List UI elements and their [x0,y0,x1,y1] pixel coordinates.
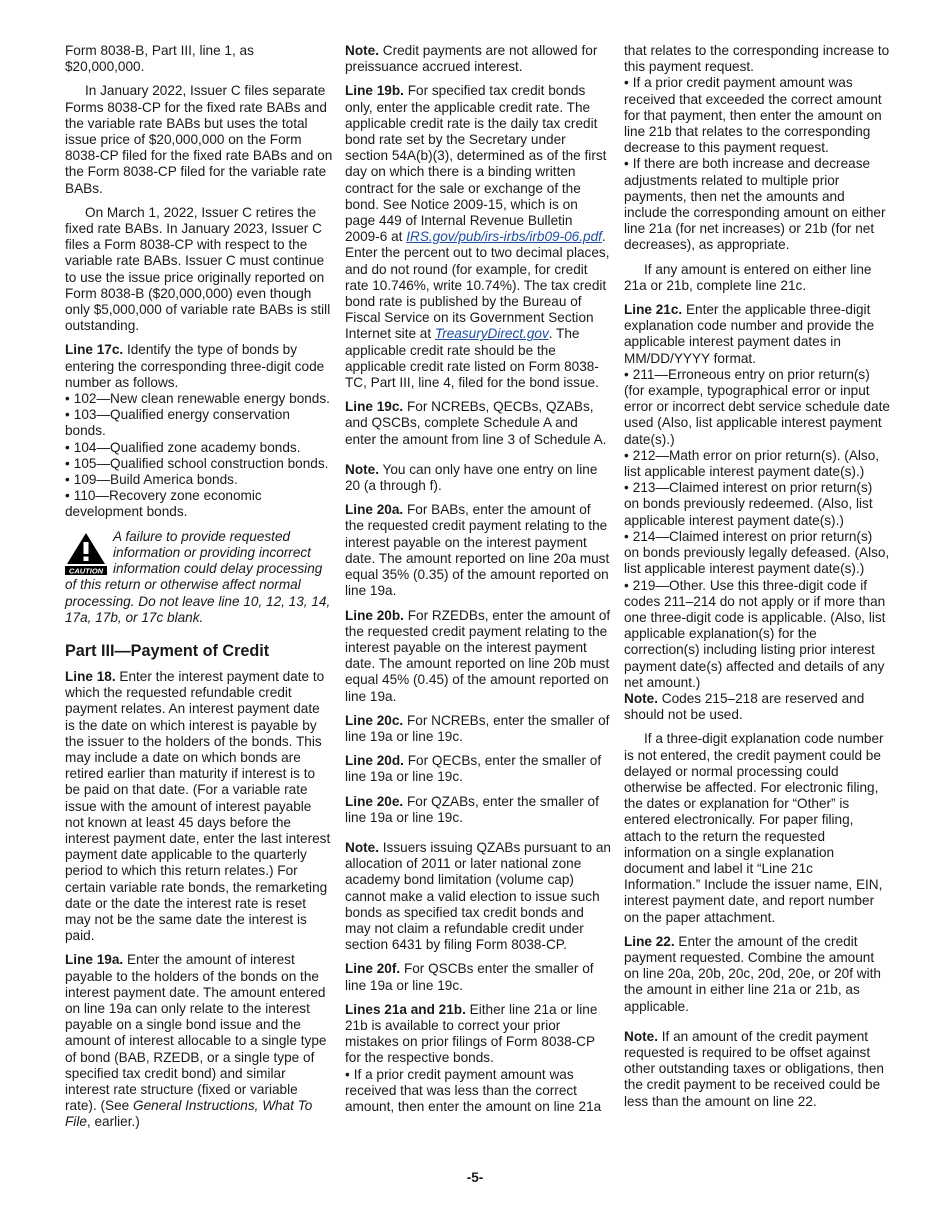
line-17c-heading: Line 17c. [65,342,124,358]
line-19b-heading: Line 19b. [345,83,404,99]
note-text: You can only have one entry on line 20 (a through f). [345,461,598,494]
note-preissuance [345,43,611,75]
paragraph-complete-21c: If any amount is entered on either line 21a or 21b, complete line 21c. [624,261,872,293]
treasury-direct-link[interactable]: TreasuryDirect.gov [434,326,549,342]
line-19b: Line 19b. For specified tax credit bonds only, enter the applicable credit rate. The applicable credit rate is the daily tax credit bond rate set by the Secretary under section 54A(b)(3), determined as of the first day on which there is a binding written contract for the sale or exchange of the bond. See Notice 2009-15, which is on page 449 of Internal Revenue Bulletin 2009-6 at IRS.gov/pub/irs-irbs/irb09-06.pdf. Enter the percent out to two decimal places, and do not round (for example, for credit rate 10.746%, write 10.74%). The tax credit bond rate is published by the Bureau of Fiscal Service on its Government Section Internet site at TreasuryDirect.gov. The applicable credit rate should be the applicable credit rate listed on Form 8038-TC, Part III, line 4, filed for the bond issue. [345,83,610,391]
note-qzab [345,840,611,953]
line-19a-heading: Line 19a. [65,952,124,968]
line-20c-heading: Line 20c. [345,712,404,728]
list-item: • 211—Erroneous entry on prior return(s) (for example, typographical error or input error or incorrect debt service schedule date used (Also, list applicable interest payment date(s).) [624,366,890,447]
note-heading: Note. [345,461,379,477]
line-20b-text: For RZEDBs, enter the amount of the requested credit payment relating to the interest payable on the interest payment date. The amount reported on line 20b must equal 45% (0.45) of the amount reported on line 19a. [345,607,611,704]
line-21c [624,302,890,367]
bond-code-list [65,391,333,521]
page-number: -5- [466,1170,484,1185]
bullet-icon: • [624,447,629,463]
caution-label: CAUTION [68,566,104,575]
line-20d [345,753,611,785]
line-20d-text: For QECBs, enter the smaller of line 19a or line 19c. [345,753,602,785]
column-middle [345,43,611,1123]
bullet-icon: • [624,480,629,496]
list-item: • 212—Math error on prior return(s). (Also, list applicable interest payment date(s).) [624,447,880,480]
caution-icon [65,531,107,575]
line-18 [65,669,333,944]
line-17c-text: Identify the type of bonds by entering the corresponding three-digit code number as follows. [65,342,325,390]
lines-21-text: Either line 21a or line 21b is available to correct your prior mistakes on prior filings of Form 8038-CP for the respective bonds. [345,1001,598,1066]
list-item: • 110—Recovery zone economic development bonds. [65,488,262,520]
column-left [65,43,333,1139]
note-heading: Note. [345,43,379,58]
line-19c-heading: Line 19c. [345,399,404,415]
bullet-continued: that relates to the corresponding increase to this payment request. [624,43,890,75]
note-heading: Note. [624,1028,658,1044]
line-20b [345,608,611,705]
bullet-icon: • [345,1066,350,1082]
line-20b-heading: Line 20b. [345,607,404,623]
line-20f [345,961,611,993]
paragraph-missing-code: If a three-digit explanation code number is not entered, the credit payment could be delayed or normal processing could otherwise be affected. For electronic filing, the dates or explanation for “Other” is entered electronically. For paper filing, attach to the return the requested information on a single explanation document and label it “Line 21c Information.” Include the issuer name, EIN, interest payment date, and report number on the paper attachment. [624,731,884,925]
note-heading: Note. [624,690,658,706]
line-19c-text: For NCREBs, QECBs, QZABs, and QSCBs, complete Schedule A and enter the amount from line 3 of Schedule A. [345,399,607,447]
line-20a-text: For BABs, enter the amount of the requested credit payment relating to the interest payable on the interest payment date. The amount reported on line 20a must equal 35% (0.35) of the amount reported on line 19a. [345,502,610,599]
lines-21a-21b [345,1002,611,1067]
list-item: • If a prior credit payment amount was received that was less than the correct amount, then enter the amount on line 21a [345,1066,602,1114]
line-19a [65,952,333,1130]
line-18-text: Enter the interest payment date to which the requested refundable credit payment relates. An interest payment date is the date on which interest is payable by the issuer to the holders of the bonds. This may include a date on which bonds are retired earlier than maturity if interest is to be paid on that date. (For a variable rate issue with the amount of interest payable not known at least 45 days before the interest payment date, enter the last interest payment date applicable to the quarterly period to which this return relates.) For certain variable rate bonds, the remarketing date or the date the interest rate is reset may not be the same date the interest is paid. [65,668,331,944]
bullet-icon: • [624,528,629,544]
note-text: Issuers issuing QZABs pursuant to an allocation of 2011 or later national zone academy bond limitation (volume cap) cannot make a valid election to issue such bonds as specified tax credit bonds and may not claim a refundable credit under section 6431 by filing Form 8038-CP. [345,839,611,953]
line-20c-text: For NCREBs, enter the smaller of line 19a or line 19c. [345,712,610,744]
explanation-code-list [624,367,890,691]
bullet-icon: • [624,366,629,382]
line-20e-text: For QZABs, enter the smaller of line 19a or line 19c. [345,793,599,825]
adjustment-list [624,75,890,253]
bullet-icon: • [624,577,629,593]
column-right [624,43,890,1118]
bullet-icon: • [65,472,70,488]
bullet-icon: • [65,391,70,407]
list-item: • 102—New clean renewable energy bonds. [65,391,330,407]
list-item: • If a prior credit payment amount was received that exceeded the correct amount for that payment, then enter the amount on line 21b that relates to the corresponding decrease to this payment request. [624,75,882,156]
line-19a-reference: General Instructions, What To File [65,1098,313,1130]
line-20f-heading: Line 20f. [345,961,401,977]
line-19b-text: For specified tax credit bonds only, enter the applicable credit rate. The applicable credit rate is the daily tax credit bond rate set by the Secretary under section 54A(b)(3), determined as of the first day on which there is a binding written contract for the sale or exchange of the bond. See Notice 2009-15, which is on page 449 of Internal Revenue Bulletin 2009-6 at [345,83,607,245]
note-offset [624,1029,890,1110]
line-18-heading: Line 18. [65,668,116,684]
line-22-heading: Line 22. [624,933,675,949]
list-item: • 104—Qualified zone academy bonds. [65,439,301,455]
note-text: Credit payments are not allowed for preissuance accrued interest. [345,43,598,75]
note-line-20 [345,462,611,494]
line-20d-heading: Line 20d. [345,753,404,769]
line-21c-text: Enter the applicable three-digit explanation code number and provide the applicable interest payment dates in MM/DD/YYYY format. [624,302,875,366]
line-22 [624,934,890,1015]
correction-list [345,1067,611,1116]
list-item: • 109—Build America bonds. [65,472,238,488]
caution-note [65,529,333,626]
paragraph-march-2022: On March 1, 2022, Issuer C retires the fixed rate BABs. In January 2023, Issuer C files a Form 8038-CP with respect to the variable rate BABs. Issuer C must continue to use the issue price originally reported on Form 8038-B ($20,000,000) even though only $5,000,000 of variable rate BABs is still outstanding. [65,204,331,334]
list-item: • 213—Claimed interest on prior return(s) on bonds previously redeemed. (Also, list applicable interest payment date(s).) [624,480,873,528]
note-text: If an amount of the credit payment requested is required to be offset against other outstanding taxes or obligations, then the credit payment to be received could be less than the amount on line 22. [624,1028,884,1109]
line-20f-text: For QSCBs enter the smaller of line 19a or line 19c. [345,961,594,993]
line-20e-heading: Line 20e. [345,793,404,809]
note-heading: Note. [345,839,379,855]
list-item: • If there are both increase and decrease adjustments related to multiple prior payments, then net the amounts and include the corresponding amount on either line 21a (for net increases) or 21b (for net decreases), as appropriate. [624,156,886,253]
list-item: • 219—Other. Use this three-digit code if codes 211–214 do not apply or if more than one three-digit code is applicable. (Also, list applicable explanation(s) for the correction(s) including listing prior interest payment date(s) affected and details of any net amount.) [624,577,886,690]
bullet-icon: • [65,488,70,504]
line-21c-heading: Line 21c. [624,302,683,318]
bullet-icon: • [65,407,70,423]
line-20e [345,794,611,826]
line-22-text: Enter the amount of the credit payment requested. Combine the amount on line 20a, 20b, 20c, 20d, 20e, or 20f with the amount in either line 21a or 21b, as applicable. [624,933,881,1014]
lines-21-heading: Lines 21a and 21b. [345,1001,466,1017]
line-19c [345,399,611,448]
line-19a-end: , earlier.) [86,1114,140,1130]
line-20a [345,502,611,599]
bullet-icon: • [65,455,70,471]
paragraph-january-2022: In January 2022, Issuer C files separate Forms 8038-CP for the fixed rate BABs and the variable rate BABs but uses the total issue price of $20,000,000 on the Form 8038-CP filed for the fixed rate BABs and on the Form 8038-CP filed for the variable rate BABs. [65,83,333,196]
bullet-icon: • [624,75,629,91]
list-item: • 103—Qualified energy conservation bonds. [65,407,290,439]
line-17c [65,342,333,391]
list-item: • 214—Claimed interest on prior return(s) on bonds previously legally defeased. (Also, list applicable interest payment date(s).) [624,528,890,577]
list-item: • 105—Qualified school construction bonds. [65,455,329,471]
bullet-icon: • [624,156,629,172]
bullet-icon: • [65,439,70,455]
section-title: Part III—Payment of Credit [65,641,270,660]
note-reserved-codes [624,691,890,723]
irb-link[interactable]: IRS.gov/pub/irs-irbs/irb09-06.pdf [406,229,602,245]
caution-text: A failure to provide requested information or providing incorrect information could delay processing of this return or otherwise affect normal processing. Do not leave line 10, 12, 13, 14, 17a, 17b, or 17c blank. [65,528,331,625]
note-text: Codes 215–218 are reserved and should not be used. [624,690,865,723]
line-20a-heading: Line 20a. [345,502,404,518]
line-20c [345,713,611,745]
line-19a-text: Enter the amount of interest payable to the holders of the bonds on the interest payment date. The amount entered on line 19a can only relate to the interest payable on a single bond issue and the amount of interest allocable to a single type of bond (BAB, RZEDB, or a single type of specified tax credit bond) and similar interest rate structure (fixed or variable rate). (See [65,952,327,1114]
paragraph-issue-price: Form 8038-B, Part III, line 1, as $20,000,000. [65,43,254,75]
